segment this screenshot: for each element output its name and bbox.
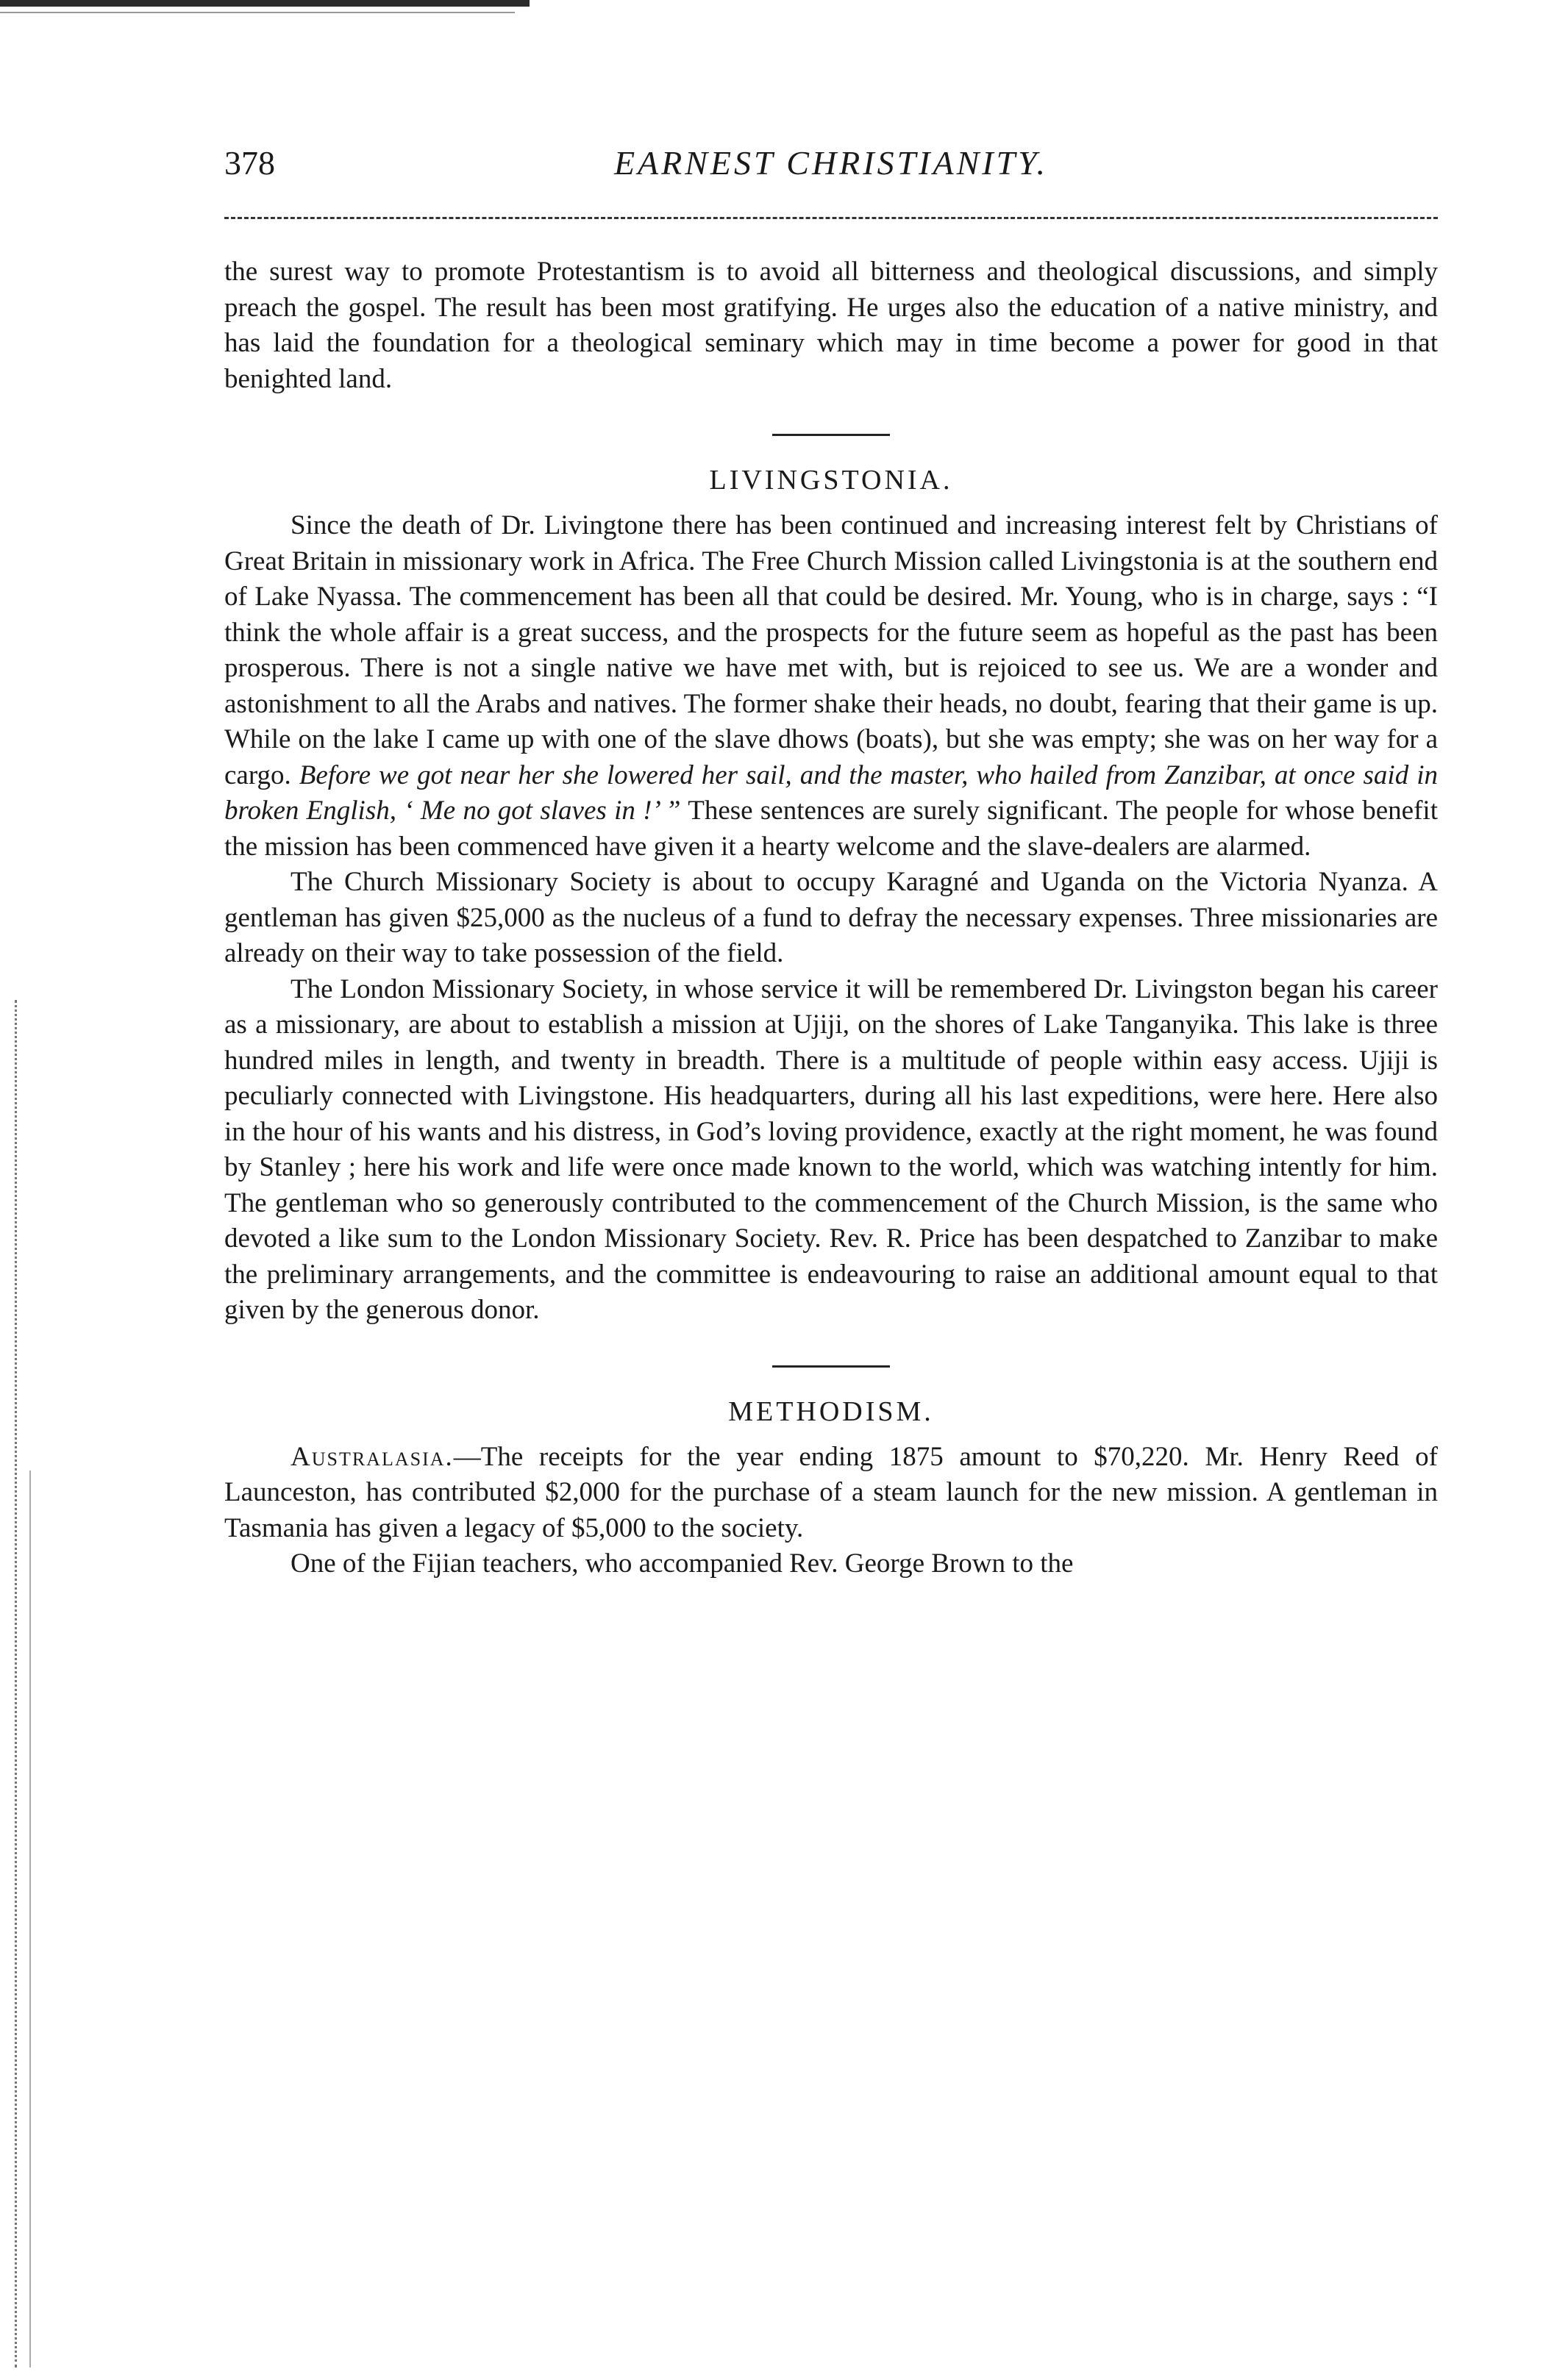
page-number: 378	[224, 144, 275, 182]
livingstonia-text: Since the death of Dr. Livingtone there has been continued and increasing interest felt by Christians of Great Britain in missionary work in Africa. The Free Church Mission called Livingstonia is at the southern end of Lake Nyassa. The commencement has been all that could be desired. Mr. Young, who is in charge, says : “I think the whole affair is a great success, and the prospects for the future seem as hopeful as the past has been prosperous. There is not a single native we have met with, but is rejoiced to see us. We are a wonder and astonishment to all the Arabs and natives. The former shake their heads, no doubt, fearing that their game is up. While on the lake I came up with one of the slave dhows (boats), but she was empty; she was on her way for a cargo.	[224, 510, 1438, 790]
australasia-label: Australasia.	[291, 1441, 454, 1472]
section-heading-livingstonia: LIVINGSTONIA.	[709, 465, 953, 496]
running-head	[224, 143, 1438, 202]
margin-scan-marks	[15, 1000, 20, 2368]
australasia-paragraph	[224, 1440, 1438, 1547]
page-body	[224, 143, 1438, 1582]
running-title: EARNEST CHRISTIANITY.	[613, 144, 1049, 182]
livingstonia-text-end: These sentences are surely significant. The people for whose benefit the mission has been commenced have given it a hearty welcome and the slave-dealers are alarmed.	[224, 796, 1438, 862]
australasia-text: —The receipts for the year ending 1875 amount to $70,220. Mr. Henry Reed of Launceston, has contributed $2,000 for the purchase of a steam launch for the new mission. A gentleman in Tasmania has given a legacy of $5,000 to the society.	[224, 1441, 1438, 1543]
scan-edge-line	[0, 12, 515, 13]
section-divider	[772, 1365, 890, 1368]
livingstonia-quote-italic: Before we got near her she lowered her sail, and the master, who hailed from Zanzibar, at once said in broken English, ‘ Me no got slaves in !’ ”	[224, 760, 1438, 826]
fijian-paragraph: One of the Fijian teachers, who accompanied Rev. George Brown to the	[291, 1548, 1074, 1579]
livingstonia-paragraph	[224, 508, 1438, 865]
section-heading-methodism: METHODISM.	[728, 1396, 934, 1427]
cms-paragraph: The Church Missionary Society is about to occupy Karagné and Uganda on the Victoria Nyanza. A gentleman has given $25,000 as the nucleus of a fund to defray the necessary expenses. Three missionaries are already on their way to take possession of the field.	[224, 867, 1438, 968]
header-rule	[224, 217, 1438, 219]
lms-paragraph: The London Missionary Society, in whose service it will be remembered Dr. Livingston began his career as a missionary, are about to establish a mission at Ujiji, on the shores of Lake Tanganyika. This lake is three hundred miles in length, and twenty in breadth. There is a multitude of people within easy access. Ujiji is peculiarly connected with Livingstone. His headquarters, during all his last expeditions, were here. Here also in the hour of his wants and his distress, in God’s loving providence, exactly at the right moment, he was found by Stanley ; here his work and life were once made known to the world, which was watching intently for him. The gentleman who so generously contributed to the commencement of the Church Mission, is the same who devoted a like sum to the London Missionary Society. Rev. R. Price has been despatched to Zanzibar to make the preliminary arrangements, and the committee is endeavouring to raise an additional amount equal to that given by the generous donor.	[224, 973, 1438, 1325]
section-divider	[772, 434, 890, 436]
intro-paragraph: the surest way to promote Protestantism is to avoid all bitterness and theological discussions, and simply preach the gospel. The result has been most gratifying. He urges also the education of a native ministry, and has laid the foundation for a theological seminary which may in time become a power for good in that benighted land.	[224, 257, 1438, 394]
scan-edge-bar	[0, 0, 530, 7]
margin-scan-line	[29, 1470, 34, 2368]
